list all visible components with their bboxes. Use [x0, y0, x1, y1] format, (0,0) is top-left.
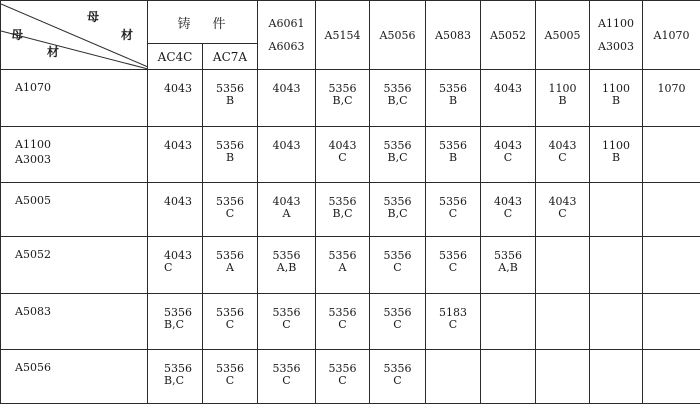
empty-cell	[426, 350, 481, 404]
table-row	[1, 350, 700, 404]
table-cell: 5356 B,C	[148, 350, 203, 404]
column-header: A5083	[426, 1, 481, 70]
table-cell: 4043 C	[481, 126, 536, 183]
table-cell: 5356 B,C	[316, 183, 370, 237]
table-cell: 5356 C	[316, 293, 370, 350]
column-header: A5052	[481, 1, 536, 70]
table-cell: 5356 B,C	[370, 183, 426, 237]
corner-label-2: 材	[121, 28, 134, 42]
empty-cell	[590, 293, 643, 350]
table-cell: 5356 A	[316, 236, 370, 293]
table-cell: 5356 B,C	[370, 70, 426, 127]
column-header: A5056	[370, 1, 426, 70]
table-row	[1, 293, 700, 350]
table-cell: 4043 C	[316, 126, 370, 183]
table-cell: 1100 B	[590, 70, 643, 127]
table-cell: 5356 B	[426, 70, 481, 127]
table-cell: 5356 B,C	[316, 70, 370, 127]
table-cell: 4043	[258, 126, 316, 183]
table-cell: 4043	[148, 70, 203, 127]
empty-cell	[643, 236, 700, 293]
table-cell: 5356 B	[203, 126, 258, 183]
table-cell: 4043 C	[536, 183, 590, 237]
table-cell: 5356 C	[203, 183, 258, 237]
row-header: A5083	[1, 293, 148, 350]
row-header: A5005	[1, 183, 148, 237]
table-cell: 5356 C	[258, 293, 316, 350]
table-cell: 4043	[481, 70, 536, 127]
table-cell: 5356 C	[203, 350, 258, 404]
table-cell: 5356 B,C	[370, 126, 426, 183]
column-header: A5154	[316, 1, 370, 70]
empty-cell	[643, 350, 700, 404]
table-cell: 5356 C	[258, 350, 316, 404]
row-header: A5056	[1, 350, 148, 404]
empty-cell	[536, 350, 590, 404]
table-cell: 5356 B,C	[148, 293, 203, 350]
table-cell: 5356 A	[203, 236, 258, 293]
casting-header: 铸件	[148, 1, 258, 44]
table-cell: 1070	[643, 70, 700, 127]
table-cell: 5356 B	[426, 126, 481, 183]
empty-cell	[481, 293, 536, 350]
table-cell: 4043	[148, 126, 203, 183]
empty-cell	[590, 183, 643, 237]
corner-header-cell	[1, 1, 148, 70]
column-header: A5005	[536, 1, 590, 70]
casting-subheader: AC4C	[148, 44, 203, 70]
table-cell: 4043	[148, 183, 203, 237]
empty-cell	[643, 293, 700, 350]
table-row	[1, 126, 700, 183]
table-cell: 5356 A,B	[481, 236, 536, 293]
table-row	[1, 183, 700, 237]
table-cell: 4043 C	[148, 236, 203, 293]
table-cell: 5356 C	[426, 183, 481, 237]
empty-cell	[590, 236, 643, 293]
table-row	[1, 70, 700, 127]
table-cell: 4043	[258, 70, 316, 127]
empty-cell	[590, 350, 643, 404]
table-cell: 5356 C	[370, 293, 426, 350]
column-header: A6061 A6063	[258, 1, 316, 70]
casting-subheader: AC7A	[203, 44, 258, 70]
empty-cell	[536, 293, 590, 350]
row-header: A1100 A3003	[1, 126, 148, 183]
empty-cell	[481, 350, 536, 404]
corner-label-1: 母	[87, 10, 100, 24]
row-header: A5052	[1, 236, 148, 293]
corner-label-4: 材	[47, 45, 60, 59]
table-cell: 5356 B	[203, 70, 258, 127]
table-cell: 4043 C	[481, 183, 536, 237]
table-cell: 4043 C	[536, 126, 590, 183]
table-cell: 1100 B	[536, 70, 590, 127]
table-cell: 5356 C	[426, 236, 481, 293]
empty-cell	[536, 236, 590, 293]
table-cell: 5356 C	[370, 236, 426, 293]
column-header: A1100 A3003	[590, 1, 643, 70]
table-cell: 5356 C	[203, 293, 258, 350]
table-cell: 5183 C	[426, 293, 481, 350]
table-cell: 5356 C	[370, 350, 426, 404]
table-cell: 5356 A,B	[258, 236, 316, 293]
table-row	[1, 236, 700, 293]
table-cell: 1100 B	[590, 126, 643, 183]
table-cell: 4043 A	[258, 183, 316, 237]
corner-label-3: 母	[11, 28, 24, 42]
column-header: A1070	[643, 1, 700, 70]
row-header: A1070	[1, 70, 148, 127]
empty-cell	[643, 183, 700, 237]
table-cell: 5356 C	[316, 350, 370, 404]
empty-cell	[643, 126, 700, 183]
